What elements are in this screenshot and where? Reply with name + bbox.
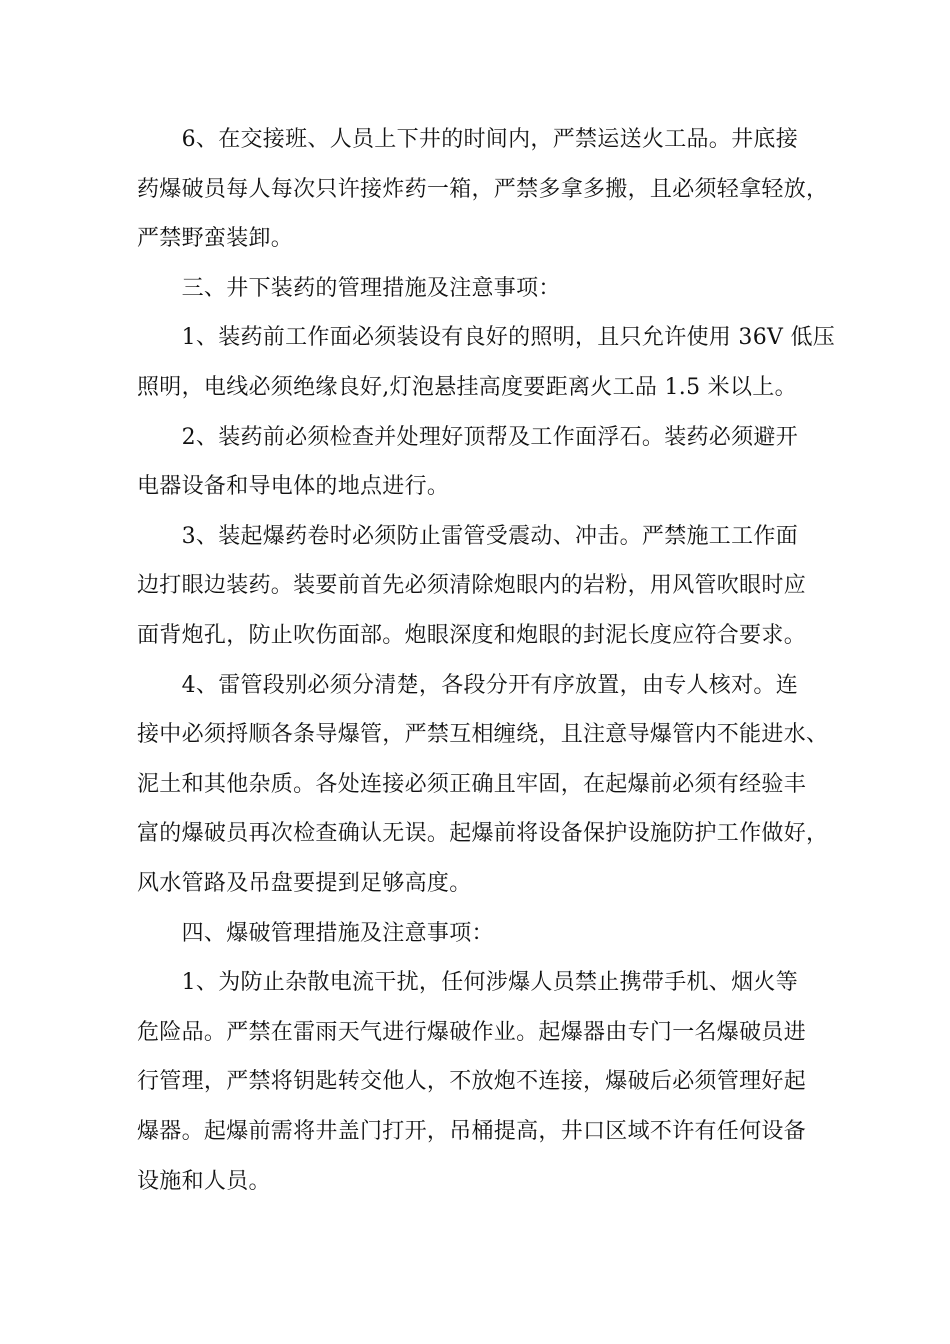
text-line: 1、为防止杂散电流干扰，任何涉爆人员禁止携带手机、烟火等 [137,970,798,995]
text-line: 设施和人员。 [137,1169,271,1194]
text-line: 爆器。起爆前需将井盖门打开，吊桶提高，井口区域不许有任何设备 [137,1119,807,1144]
text-line: 电器设备和导电体的地点进行。 [137,474,450,499]
text-line: 药爆破员每人每次只许接炸药一箱，严禁多拿多搬，且必须轻拿轻放， [137,177,829,202]
text-line: 照明，电线必须绝缘良好,灯泡悬挂高度要距离火工品 1.5 米以上。 [137,375,797,400]
section-heading: 四、爆破管理措施及注意事项： [137,921,494,946]
text-line: 行管理，严禁将钥匙转交他人，不放炮不连接，爆破后必须管理好起 [137,1069,807,1094]
text-line: 3、装起爆药卷时必须防止雷管受震动、冲击。严禁施工工作面 [137,524,798,549]
text-line: 接中必须捋顺各条导爆管，严禁互相缠绕，且注意导爆管内不能进水、 [137,722,829,747]
text-line: 危险品。严禁在雷雨天气进行爆破作业。起爆器由专门一名爆破员进 [137,1020,807,1045]
text-line: 1、装药前工作面必须装设有良好的照明，且只允许使用 36V 低压 [137,325,836,350]
section-heading: 三、井下装药的管理措施及注意事项： [137,276,561,301]
text-line: 富的爆破员再次检查确认无误。起爆前将设备保护设施防护工作做好， [137,821,829,846]
text-line: 4、雷管段别必须分清楚，各段分开有序放置，由专人核对。连 [137,673,798,698]
text-line: 风水管路及吊盘要提到足够高度。 [137,871,472,896]
text-line: 严禁野蛮装卸。 [137,226,294,251]
text-line: 面背炮孔，防止吹伤面部。炮眼深度和炮眼的封泥长度应符合要求。 [137,623,807,648]
text-line: 6、在交接班、人员上下井的时间内，严禁运送火工品。井底接 [137,127,798,152]
text-line: 边打眼边装药。装要前首先必须清除炮眼内的岩粉，用风管吹眼时应 [137,573,807,598]
text-line: 2、装药前必须检查并处理好顶帮及工作面浮石。装药必须避开 [137,425,798,450]
text-line: 泥土和其他杂质。各处连接必须正确且牢固，在起爆前必须有经验丰 [137,772,807,797]
